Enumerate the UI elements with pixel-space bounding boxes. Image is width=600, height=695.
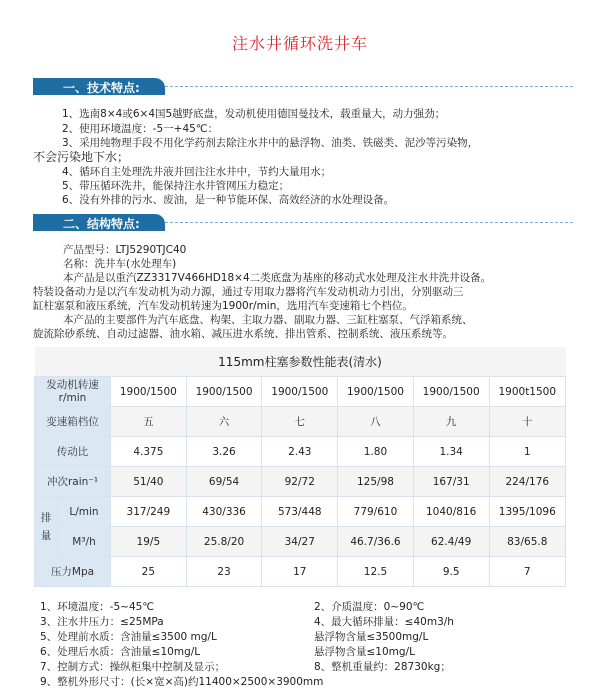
- table-cell: 七: [262, 407, 338, 437]
- feature-4: 4、循环自主处理洗井液并回注注水井中，节约大量用水；: [62, 166, 332, 178]
- table-cell: 317/249: [111, 497, 187, 527]
- table-cell: 62.4/49: [413, 527, 489, 557]
- group-label: 排 量: [35, 497, 58, 557]
- table-cell: 7: [489, 557, 565, 587]
- section-header-structure: [33, 214, 573, 231]
- feature-3-cont: 不会污染地下水；: [33, 150, 130, 164]
- table-cell: 1900/1500: [413, 377, 489, 407]
- table-cell: 1: [489, 437, 565, 467]
- table-cell: 83/65.8: [489, 527, 565, 557]
- table-cell: 92/72: [262, 467, 338, 497]
- page-title: 注水井循环洗井车: [231, 34, 368, 53]
- spec-item: 1、环境温度：-5~45℃: [40, 601, 155, 613]
- table-cell: 八: [338, 407, 414, 437]
- feature-6: 6、没有外排的污水、废油，是一种节能环保、高效经济的水处理设备。: [62, 194, 395, 206]
- table-cell: 1395/1096: [489, 497, 565, 527]
- table-cell: 34/27: [262, 527, 338, 557]
- table-cell: 1900/1500: [111, 377, 187, 407]
- spec-item: 6、处理后水质：含油量≤10mg/L: [40, 646, 201, 658]
- table-cell: 167/31: [413, 467, 489, 497]
- desc-line: 缸柱塞泵和液压系统，汽车发动机转速为1900r/min，选用汽车变速箱七个档位。: [33, 300, 413, 312]
- row-label: 变速箱档位: [35, 407, 111, 437]
- table-cell: 17: [262, 557, 338, 587]
- table-row: [35, 467, 566, 497]
- table-cell: 1.80: [338, 437, 414, 467]
- section-label: 二、结构特点:: [63, 217, 140, 231]
- table-cell: 2.43: [262, 437, 338, 467]
- table-cell: 51/40: [111, 467, 187, 497]
- feature-2: 2、使用环境温度：-5一+45℃：: [62, 123, 219, 135]
- feature-1: 1、选南8×4或6×4国5越野底盘，发动机使用德国曼技术，载重量大，动力强劲；: [62, 108, 446, 120]
- table-cell: 573/448: [262, 497, 338, 527]
- spec-item: 悬浮物含量≤3500mg/L: [314, 631, 429, 643]
- desc-line: 特装设备动力是以汽车发动机为动力源，通过专用取力器将汽车发动机动力引出，分别驱动三: [33, 286, 464, 298]
- table-cell: 1900/1500: [338, 377, 414, 407]
- section-label: 一、技术特点:: [63, 81, 140, 95]
- table-cell: 1900t1500: [489, 377, 565, 407]
- spec-item: 2、介质温度：0~90℃: [314, 601, 425, 613]
- table-cell: 25.8/20: [186, 527, 262, 557]
- row-label: M³/h: [58, 527, 111, 557]
- table-row: [35, 377, 566, 407]
- row-label: 冲次rain⁻¹: [35, 467, 111, 497]
- table-cell: 3.26: [186, 437, 262, 467]
- table-cell: 九: [413, 407, 489, 437]
- table-cell: 9.5: [413, 557, 489, 587]
- table-cell: 25: [111, 557, 187, 587]
- table-cell: 46.7/36.6: [338, 527, 414, 557]
- table-cell: 1900/1500: [262, 377, 338, 407]
- row-label: 传动比: [35, 437, 111, 467]
- table-row: [35, 527, 566, 557]
- spec-item: 5、处理前水质：含油量≤3500 mg/L: [40, 631, 217, 643]
- row-label: L/min: [58, 497, 111, 527]
- feature-3: 3、采用纯物理手段不用化学药剂去除注水井中的悬浮物、油类、铁磁类、泥沙等污染物，: [62, 137, 479, 149]
- table-cell: 779/610: [338, 497, 414, 527]
- table-caption: 115mm柱塞参数性能表(清水): [35, 347, 566, 377]
- feature-5: 5、带压循环洗井，能保持注水井管网压力稳定；: [62, 180, 290, 192]
- table-cell: 12.5: [338, 557, 414, 587]
- performance-table: [34, 347, 566, 587]
- table-cell: 1.34: [413, 437, 489, 467]
- table-cell: 224/176: [489, 467, 565, 497]
- spec-item: 9、整机外形尺寸：(长×宽×高)约11400×2500×3900mm: [40, 676, 324, 688]
- table-cell: 69/54: [186, 467, 262, 497]
- desc-line: 本产品是以重汽ZZ3317V466HD18×4二类底盘为基座的移动式水处理及注水井洗井设备。: [63, 272, 492, 284]
- table-cell: 十: [489, 407, 565, 437]
- desc-line: 旋流除砂系统、自动过滤器、油水箱、减压进水系统、排出管系、控制系统、液压系统等。: [33, 328, 453, 340]
- table-row: [35, 497, 566, 527]
- desc-line: 本产品的主要部件为汽车底盘、构架、主取力器、副取力器、三缸柱塞泵、气浮箱系统、: [63, 314, 473, 326]
- table-cell: 五: [111, 407, 187, 437]
- table-cell: 六: [186, 407, 262, 437]
- row-label: 压力Mpa: [35, 557, 111, 587]
- table-row: [35, 557, 566, 587]
- spec-item: 7、控制方式：操纵柜集中控制及显示；: [40, 661, 226, 673]
- table-row: [35, 407, 566, 437]
- table-cell: 1040/816: [413, 497, 489, 527]
- table-cell: 1900/1500: [186, 377, 262, 407]
- row-label: 发动机转速 r/min: [35, 377, 111, 407]
- table-cell: 4.375: [111, 437, 187, 467]
- spec-item: 4、最大循环排量：≤40m3/h: [314, 616, 454, 628]
- spec-item: 8、整机重量约：28730kg；: [314, 661, 451, 673]
- table-row: [35, 437, 566, 467]
- section-header-tech: [33, 78, 573, 95]
- table-cell: 23: [186, 557, 262, 587]
- product-name: 名称：洗井车(水处理车): [63, 258, 177, 270]
- table-cell: 430/336: [186, 497, 262, 527]
- table-cell: 125/98: [338, 467, 414, 497]
- spec-item: 悬浮物含量≤10mg/L: [314, 646, 415, 658]
- table-cell: 19/5: [111, 527, 187, 557]
- spec-item: 3、注水井压力：≤25MPa: [40, 616, 164, 628]
- product-model: 产品型号：LTJ5290TJC40: [63, 244, 187, 256]
